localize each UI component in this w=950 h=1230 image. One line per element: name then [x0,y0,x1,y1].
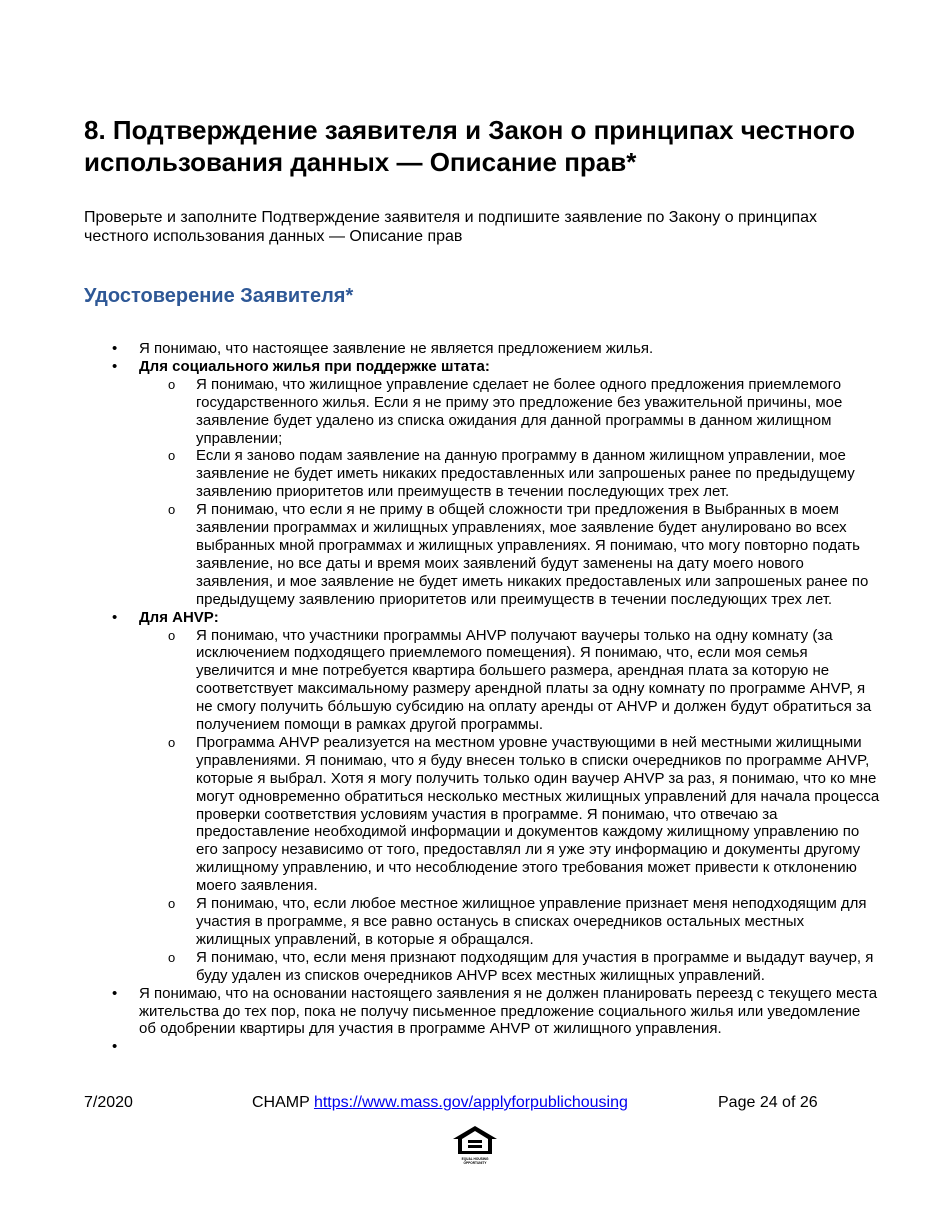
footer-champ-prefix: CHAMP [252,1094,310,1111]
sub-list-item: o Я понимаю, что жилищное управление сделает не более одного предложения приемлемого государственного жилья. Если я не приму это предложение без уважительной причины, мое заявление будет удалено из списка ожидания для данной программы в данном жилищном управлении; [139,376,880,448]
footer-link[interactable]: https://www.mass.gov/applyforpublichousing [313,1094,628,1111]
logo-caption-1: EQUAL HOUSING [461,1157,489,1161]
list-item-empty [0,1038,950,1056]
equal-housing-opportunity-icon [452,1125,498,1165]
logo-caption-2: OPPORTUNITY [463,1161,487,1165]
list-item-ahvp [0,609,950,985]
sub-list-item: o Я понимаю, что, если меня признают подходящим для участия в программе и выдадут ваучер, я буду удален из списков очередников AHVP всех местных жилищных управлений. [139,949,880,985]
list-item-state-housing [0,358,950,609]
list-item: • Я понимаю, что на основании настоящего заявления я не должен планировать переезд с текущего места жительства до тех пор, пока не получу письменное предложение социального жилья или уведомление об одобрении квартиры для участия в программе AHVP от жилищного управления. [0,985,950,1039]
sub-list-item: o Если я заново подам заявление на данную программу в данном жилищном управлении, мое заявление не будет иметь никаких предоставленных или запрошеных ранее по предыдущему заявлению приоритетов или преимуществ в течении последующих трех лет. [139,447,880,501]
sub-list-item: o Я понимаю, что участники программы AHVP получают ваучеры только на одну комнату (за исключением подходящего приемлемого помещения). Я понимаю, что, если моя семья увеличится и мне потребуется квартира большего размера, арендная плата за которую не соответствует максимальному размеру арендной платы за одну комнату по программе AHVP, я не смогу получить бóльшую субсидию на оплату аренды от AHVP и должен будут обратиться за получением помощи в рамках другой программы. [139,627,880,734]
certification-list [0,340,950,1056]
list-item-label: Для социального жилья при поддержке штата: [139,357,490,375]
section-heading: Удостоверение Заявителя* [84,285,354,307]
sub-list-item: o Я понимаю, что, если любое местное жилищное управление признает меня неподходящим для участия в программе, я все равно останусь в списках очередников остальных местных жилищных управлений, в которые я обращался. [139,895,880,949]
footer-champ [252,1094,628,1112]
page-title: 8. Подтверждение заявителя и Закон о принципах честного использования данных — Описание прав* [84,115,856,177]
page-footer [0,1094,950,1116]
sub-list-item: o Программа AHVP реализуется на местном уровне участвующими в ней местными жилищными управлениями. Я понимаю, что я буду внесен только в списки очередников по программе AHVP, которые я выбрал. Хотя я могу получить только один ваучер AHVP за раз, я понимаю, что ко мне могут одновременно обратиться несколько местных жилищных управлений для начала процесса проверки соответствия условиям участия в программе. Я понимаю, что отвечаю за предоставление необходимой информации и документов каждому жилищному управлению по его запросу независимо от того, предоставлял ли я уже эту информацию и документы другому жилищному управлению, и что несоблюдение этого требования может привести к отклонению моего заявления. [139,734,880,895]
sub-list-item: o Я понимаю, что если я не приму в общей сложности три предложения в Выбранных в моем заявлении программах и жилищных управлениях, мое заявление будет анулировано во всех выбранных мной программах и жилищных управлениях. Я понимаю, что могу повторно подать заявление, но все даты и время моих заявлений будут заменены на дату моего нового заявления, и мое заявление не будет иметь никаких предоставленых или запрошеных ранее по предыдущему заявлению приоритетов или преимуществ в течении последующих трех лет. [139,501,880,608]
footer-page-number: Page 24 of 26 [718,1094,818,1111]
intro-paragraph: Проверьте и заполните Подтверждение заявителя и подпишите заявление по Закону о принципах честного использования данных — Описание прав [84,209,818,245]
list-item: • Я понимаю, что настоящее заявление не является предложением жилья. [0,340,950,358]
list-item-label: Для AHVP: [139,608,219,626]
footer-date: 7/2020 [84,1094,133,1111]
